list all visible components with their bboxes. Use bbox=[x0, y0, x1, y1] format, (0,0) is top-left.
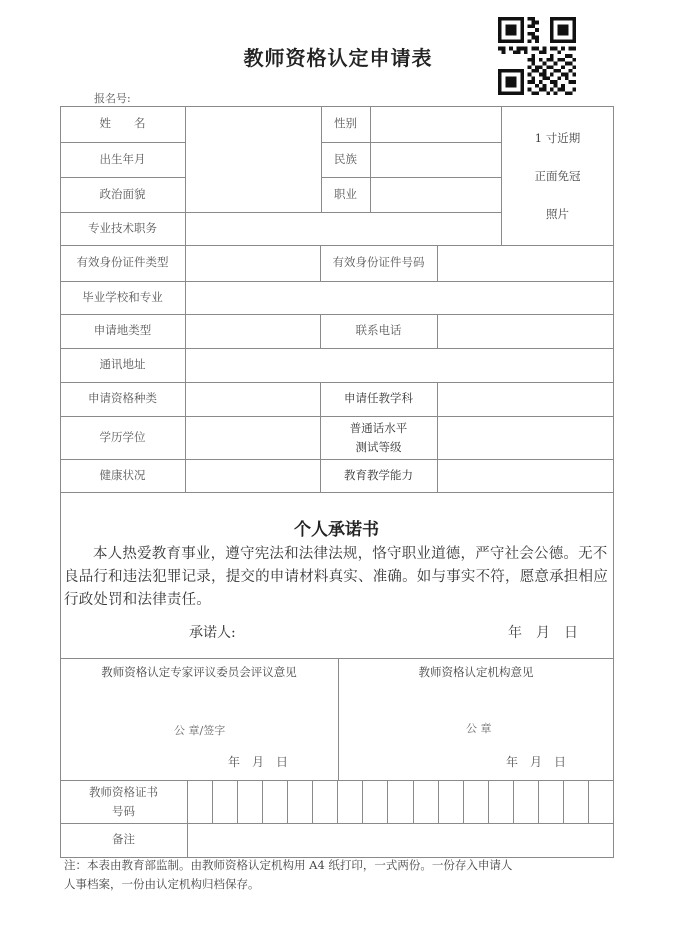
phone-field[interactable] bbox=[438, 315, 612, 347]
health-field[interactable] bbox=[186, 460, 319, 491]
mandarin-label-line: 普通话水平 bbox=[349, 420, 408, 435]
id-number-label: 有效身份证件号码 bbox=[332, 255, 425, 270]
occupation-label: 职业 bbox=[334, 186, 357, 201]
registration-number-label: 报名号: bbox=[94, 92, 131, 105]
certificate-digit-cell[interactable] bbox=[288, 781, 311, 822]
signer-field[interactable] bbox=[250, 618, 450, 642]
certificate-number-label bbox=[60, 780, 187, 823]
certificate-digit-cell[interactable] bbox=[514, 781, 537, 822]
footnote-line: 人事档案，一份由认定机构归档保存。 bbox=[64, 877, 260, 891]
apply-place-type-label: 申请地类型 bbox=[93, 323, 152, 338]
certificate-digit-cell[interactable] bbox=[388, 781, 411, 822]
professional-title-label: 专业技术职务 bbox=[88, 220, 157, 235]
education-label: 学历学位 bbox=[99, 429, 146, 444]
qualification-type-field[interactable] bbox=[186, 383, 319, 415]
id-number-field[interactable] bbox=[438, 246, 612, 280]
footnote-line: 注：本表由教育部监制。由教师资格认定机构用 A4 纸打印，一式两份。一份存入申请人 bbox=[64, 858, 513, 872]
apply-place-type-field[interactable] bbox=[186, 315, 319, 347]
address-field[interactable] bbox=[186, 349, 612, 381]
mandarin-level-field[interactable] bbox=[438, 417, 612, 458]
qr-code-icon bbox=[497, 17, 577, 95]
certificate-digit-cell[interactable] bbox=[439, 781, 462, 822]
certificate-digit-cell[interactable] bbox=[188, 781, 211, 822]
certificate-digit-cell[interactable] bbox=[564, 781, 587, 822]
promise-text: 本人热爱教育事业，遵守宪法和法律法规，恪守职业道德，严守社会公德。无不良品行和违法犯罪记录，提交的申请材料真实、准确。如与事实不符，愿意承担相应行政处罚和法律责任。 bbox=[64, 546, 608, 608]
row-line bbox=[60, 658, 614, 659]
subject-label: 申请任教学科 bbox=[344, 391, 413, 406]
certificate-label-line: 号码 bbox=[112, 803, 135, 818]
promise-title: 个人承诺书 bbox=[294, 520, 379, 540]
certificate-digit-cell[interactable] bbox=[213, 781, 236, 822]
row-line bbox=[60, 492, 614, 493]
certificate-digit-cell[interactable] bbox=[489, 781, 512, 822]
name-field[interactable] bbox=[186, 107, 320, 141]
birth-label: 出生年月 bbox=[99, 151, 146, 166]
agency-opinion-title: 教师资格认定机构意见 bbox=[418, 665, 534, 679]
certificate-digit-cell[interactable] bbox=[464, 781, 487, 822]
education-field[interactable] bbox=[186, 417, 319, 458]
agency-seal-label: 公 章 bbox=[466, 722, 492, 735]
photo-hint-line: 照片 bbox=[546, 207, 569, 221]
certificate-digit-cell[interactable] bbox=[338, 781, 361, 822]
political-field[interactable] bbox=[186, 178, 320, 211]
remarks-label: 备注 bbox=[112, 832, 135, 847]
form-title: 教师资格认定申请表 bbox=[243, 46, 433, 70]
political-label: 政治面貌 bbox=[99, 186, 146, 201]
certificate-digit-cell[interactable] bbox=[313, 781, 336, 822]
expert-seal-label: 公 章/签字 bbox=[174, 724, 226, 737]
certificate-digit-cell[interactable] bbox=[363, 781, 386, 822]
id-type-label: 有效身份证件类型 bbox=[76, 255, 169, 270]
table-border-right bbox=[613, 106, 614, 857]
professional-title-field[interactable] bbox=[186, 213, 500, 244]
gender-label: 性别 bbox=[334, 116, 357, 131]
address-label: 通讯地址 bbox=[99, 357, 146, 372]
teaching-ability-label: 教育教学能力 bbox=[344, 467, 413, 482]
mandarin-label-line: 测试等级 bbox=[355, 439, 402, 454]
agency-opinion-date: 年 月 日 bbox=[506, 755, 567, 769]
school-major-label: 毕业学校和专业 bbox=[82, 289, 163, 304]
birth-field[interactable] bbox=[186, 143, 320, 176]
expert-opinion-title: 教师资格认定专家评议委员会评议意见 bbox=[101, 665, 297, 679]
certificate-label-line: 教师资格证书 bbox=[89, 784, 158, 799]
promise-date: 年 月 日 bbox=[508, 625, 578, 641]
photo-placeholder[interactable] bbox=[502, 107, 613, 245]
certificate-digit-cell[interactable] bbox=[238, 781, 261, 822]
certificate-digit-cell[interactable] bbox=[589, 781, 612, 822]
remarks-field[interactable] bbox=[188, 824, 612, 856]
gender-field[interactable] bbox=[371, 107, 500, 141]
school-major-field[interactable] bbox=[186, 282, 612, 313]
expert-opinion-date: 年 月 日 bbox=[228, 755, 289, 769]
footnote bbox=[64, 856, 624, 894]
id-type-field[interactable] bbox=[186, 246, 319, 280]
occupation-field[interactable] bbox=[371, 178, 500, 211]
photo-hint-line: 正面免冠 bbox=[534, 169, 581, 183]
certificate-digit-cell[interactable] bbox=[539, 781, 562, 822]
health-label: 健康状况 bbox=[99, 467, 146, 482]
phone-label: 联系电话 bbox=[355, 323, 402, 338]
mandarin-level-label bbox=[320, 416, 437, 459]
subject-field[interactable] bbox=[438, 383, 612, 415]
ethnicity-label: 民族 bbox=[334, 151, 357, 166]
name-label: 姓 名 bbox=[99, 116, 146, 131]
ethnicity-field[interactable] bbox=[371, 143, 500, 176]
photo-hint-line: 1 寸近期 bbox=[534, 131, 581, 145]
signer-label: 承诺人: bbox=[189, 625, 236, 641]
teaching-ability-field[interactable] bbox=[438, 460, 612, 491]
certificate-digit-cell[interactable] bbox=[414, 781, 437, 822]
qualification-type-label: 申请资格种类 bbox=[88, 391, 157, 406]
certificate-digit-cell[interactable] bbox=[263, 781, 286, 822]
